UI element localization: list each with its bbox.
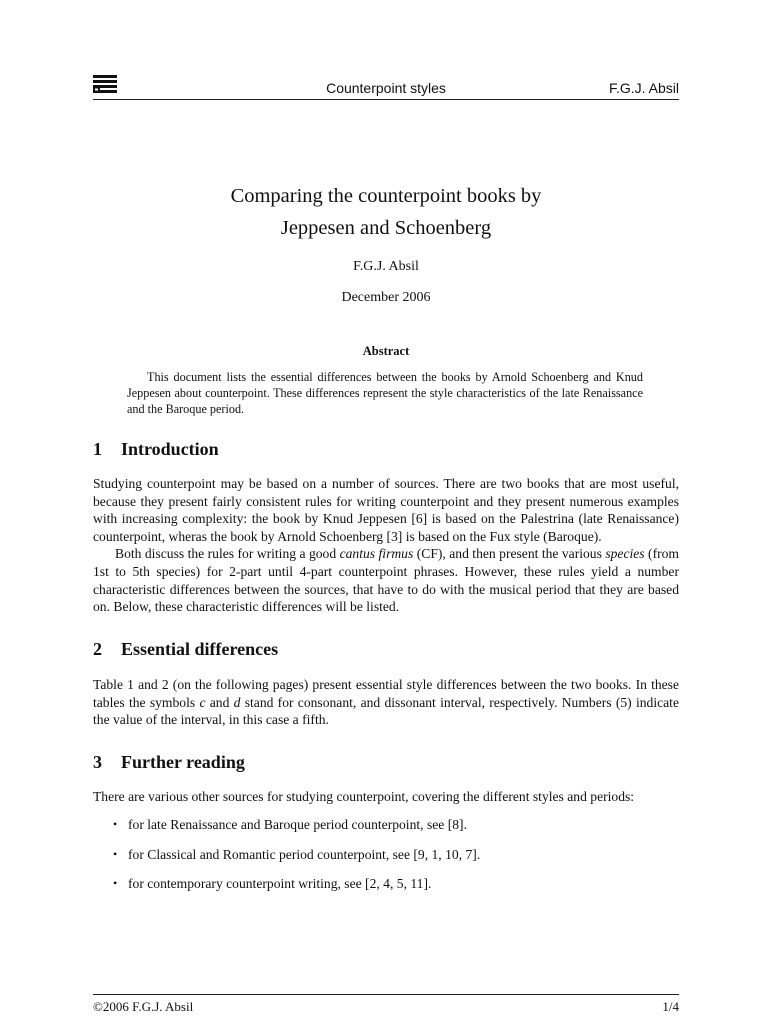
text-run: (from 1st to 5th species) for 2-part until 4-part counterpoint phrases. However, these rules yield a number characteristic differences between the sources, that have to do with the musical period that they are based on. Below, these characteristic differences will be listed. xyxy=(93,546,679,615)
abstract-heading: Abstract xyxy=(362,344,410,358)
section-number: 3 xyxy=(93,752,102,772)
text-run: stand for consonant, and dissonant interval, respectively. Numbers ( xyxy=(240,694,621,710)
italic-term: species xyxy=(605,546,645,562)
paragraph xyxy=(93,676,679,729)
essential-differences-body xyxy=(93,676,679,729)
author: F.G.J. Absil xyxy=(353,259,419,274)
document-title xyxy=(93,180,679,244)
title-line-1: Comparing the counterpoint books by xyxy=(230,185,542,207)
list-item: • for Classical and Romantic period counterpoint, see [9, 1, 10, 7]. xyxy=(113,847,673,877)
header-rule xyxy=(93,99,679,100)
text-run: Both discuss the rules for writing a good xyxy=(115,546,340,562)
paragraph xyxy=(93,545,679,615)
list-item: • for contemporary counterpoint writing, see [2, 4, 5, 11]. xyxy=(113,876,673,906)
page-number: 1/4 xyxy=(662,999,679,1014)
footer-copyright: ©2006 F.G.J. Absil xyxy=(93,999,194,1014)
introduction-body xyxy=(93,475,679,616)
footer-rule xyxy=(93,994,679,995)
italic-term: cantus firmus xyxy=(339,546,414,562)
text-run: (CF), and then present the various xyxy=(413,546,606,562)
section-number: 2 xyxy=(93,639,102,659)
header-author: F.G.J. Absil xyxy=(608,80,679,96)
text-run: and xyxy=(205,694,234,710)
section-title: Further reading xyxy=(121,752,245,772)
header-title: Counterpoint styles xyxy=(326,80,446,96)
text-run: Table 1 and 2 (on the following pages) present essential style differences between the two books. In these tables the symbols xyxy=(93,677,679,710)
title-line-2: Jeppesen and Schoenberg xyxy=(280,217,492,239)
section-heading-essential-differences xyxy=(93,639,278,660)
paragraph: Studying counterpoint may be based on a number of sources. There are two books that are most useful, because they present fairly consistent rules for writing counterpoint and they present numerous examples with increasing complexity: the book by Knud Jeppesen [6] is based on the Palestrina (late Renaissance) counterpoint, wheras the book by Arnold Schoenberg [3] is based on the Fux style (Baroque). xyxy=(93,476,679,544)
section-heading-further-reading xyxy=(93,752,245,773)
section-title: Introduction xyxy=(121,439,219,459)
date: December 2006 xyxy=(341,290,431,305)
section-title: Essential differences xyxy=(121,639,279,659)
abstract-text: This document lists the essential differences between the books by Arnold Schoenberg and Knud Jeppesen about counterpoint. These differences represent the style characteristics of the late Renaissance and the Baroque period. xyxy=(127,370,643,416)
section-number: 1 xyxy=(93,439,102,459)
math-symbol: c xyxy=(199,694,206,710)
text-run: ) indicate the value of the interval, in this case a fifth. xyxy=(93,694,679,728)
math-symbol: d xyxy=(233,694,241,710)
further-reading-intro: There are various other sources for studying counterpoint, covering the different styles and periods: xyxy=(93,789,635,804)
further-reading-list xyxy=(113,817,673,906)
number-symbol: 5 xyxy=(620,694,628,710)
section-heading-introduction xyxy=(93,439,219,460)
list-item: • for late Renaissance and Baroque period counterpoint, see [8]. xyxy=(113,817,673,847)
